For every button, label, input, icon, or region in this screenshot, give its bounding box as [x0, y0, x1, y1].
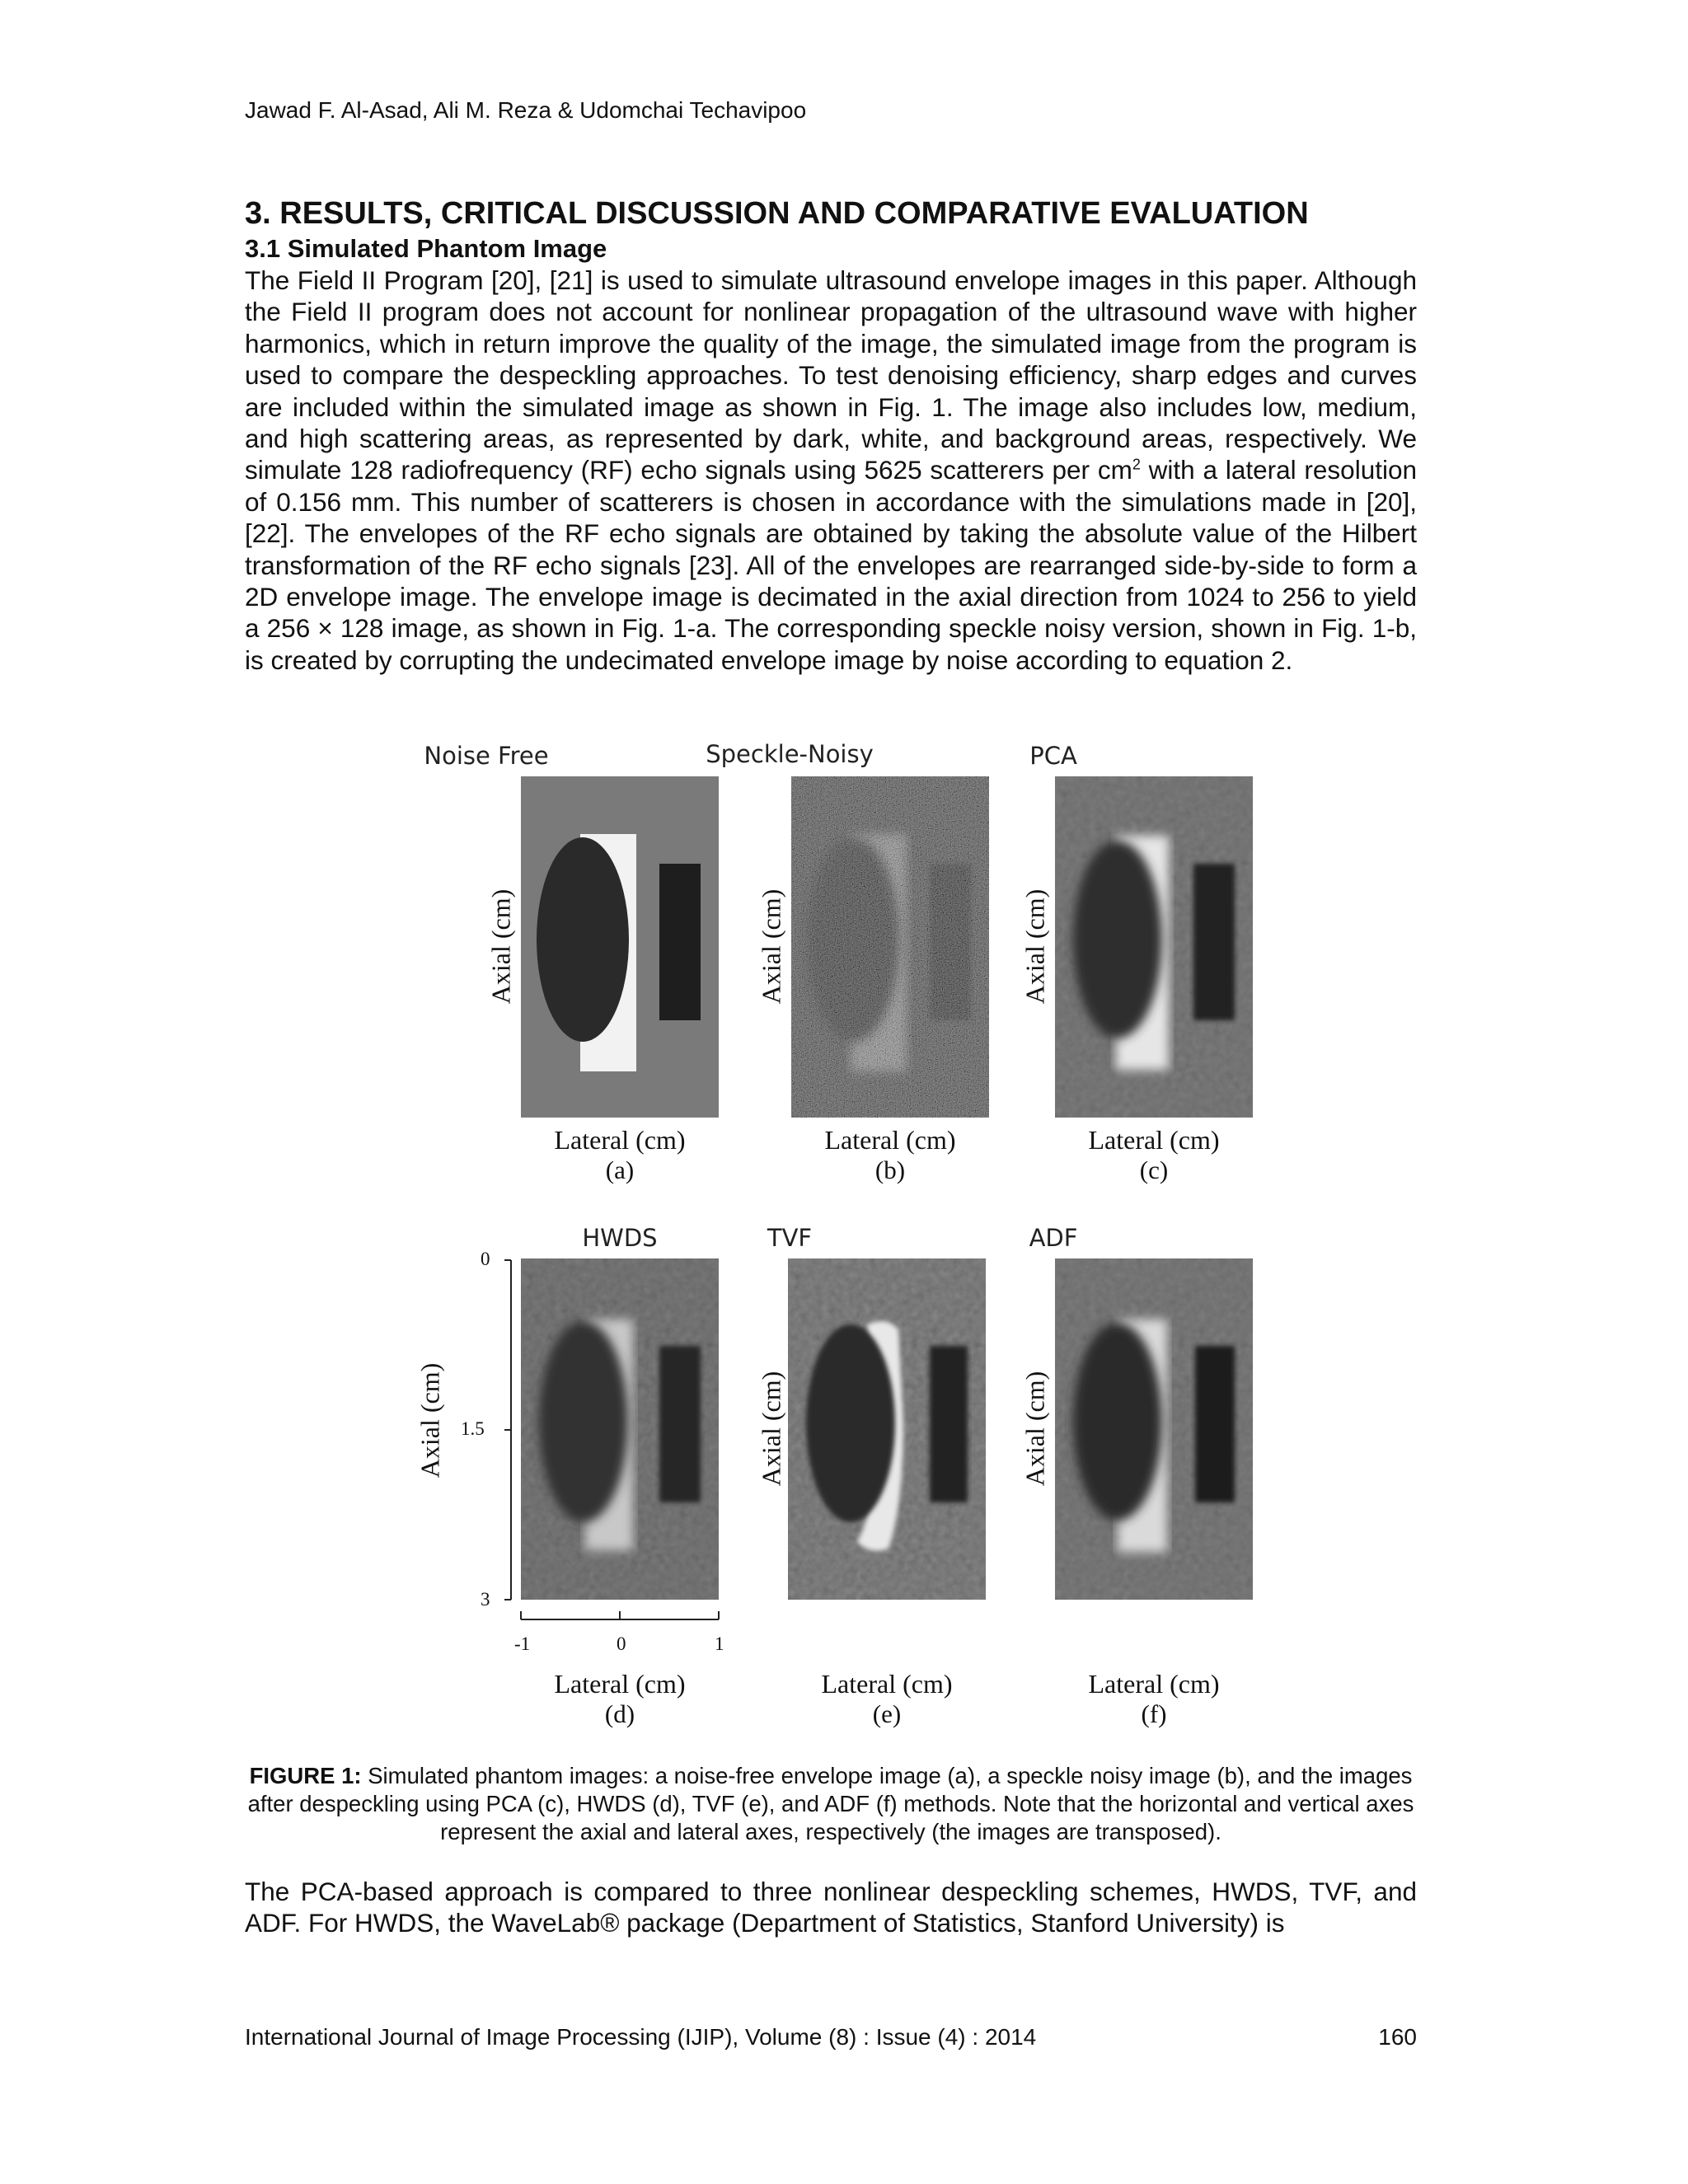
caption-text: Simulated phantom images: a noise-free envelope image (a), a speckle noisy image (b), and the images after despeckling using PCA (c), HWDS (d), TVF (e), and ADF (f) methods. Note that the horizontal and vertical axes represent the axial and lateral axes, respectively (the images are transposed).: [247, 1763, 1414, 1844]
panel-title: PCA: [1029, 742, 1077, 770]
panel-title: TVF: [767, 1224, 813, 1252]
x-axis-label: Lateral (cm): [1088, 1669, 1220, 1699]
x-tick-1: 0: [617, 1633, 626, 1654]
page-number: 160: [1378, 2024, 1417, 2050]
y-axis-label: Axial (cm): [1020, 888, 1050, 1005]
x-axis-label: Lateral (cm): [824, 1125, 956, 1155]
paragraph-2: The PCA-based approach is compared to three nonlinear despeckling schemes, HWDS, TVF, and ADF. For HWDS, the WaveLab® package (Department of Statistics, Stanford University) is: [245, 1877, 1417, 1938]
x-axis-label: Lateral (cm): [554, 1125, 686, 1155]
y-axis-label: Axial (cm): [756, 1371, 786, 1487]
panel-title: Noise Free: [424, 742, 549, 770]
panel-title: Speckle-Noisy: [706, 740, 874, 768]
y-axis-label: Axial (cm): [415, 1362, 445, 1479]
y-axis-label: Axial (cm): [1020, 1371, 1050, 1487]
subfigure-label: (f): [1141, 1699, 1167, 1728]
phantom-image-noise-free: [521, 776, 719, 1118]
phantom-image-adf: [1055, 1258, 1253, 1600]
x-axis-label: Lateral (cm): [1088, 1125, 1220, 1155]
paragraph-1-part-b: with a lateral resolution of 0.156 mm. This number of scatterers is chosen in accordance with the simulations made in [20], [22]. The envelopes of the RF echo signals are obtained by taking the absolute value of the Hilbert transformation of the RF echo signals [23]. All of the envelopes are rearranged side-by-side to form a 2D envelope image. The envelope image is decimated in the axial direction from 1024 to 256 to yield a 256 × 128 image, as shown in Fig. 1-a. The corresponding speckle noisy version, shown in Fig. 1-b, is created by corrupting the undecimated envelope image by noise according to equation 2.: [245, 455, 1418, 675]
running-header: Jawad F. Al-Asad, Ali M. Reza & Udomchai Techavipoo: [245, 97, 807, 123]
phantom-image-speckle-noisy: [791, 776, 989, 1118]
superscript: 2: [1132, 456, 1141, 473]
paragraph-1: [245, 265, 1417, 676]
panel-title: HWDS: [582, 1224, 658, 1252]
paragraph-1-part-a: The Field II Program [20], [21] is used to simulate ultrasound envelope images in this paper. Although the Field II program does not account for nonlinear propagation of the ultrasound wave with higher harmonics, which in return improve the quality of the image, the simulated image from the program is used to compare the despeckling approaches. To test denoising efficiency, sharp edges and curves are included within the simulated image as shown in Fig. 1. The image also includes low, medium, and high scattering areas, as represented by dark, white, and background areas, respectively. We simulate 128 radiofrequency (RF) echo signals using 5625 scatterers per cm: [245, 265, 1417, 485]
phantom-image-pca: [1055, 776, 1253, 1118]
journal-footer: International Journal of Image Processing (IJIP), Volume (8) : Issue (4) : 2014: [245, 2024, 1037, 2050]
x-tick-0: -1: [514, 1633, 531, 1654]
phantom-image-tvf: [788, 1258, 986, 1600]
subfigure-label: (a): [605, 1155, 635, 1184]
section-title: 3. RESULTS, CRITICAL DISCUSSION AND COMPARATIVE EVALUATION: [245, 196, 1309, 231]
y-tick-2: 3: [481, 1589, 490, 1610]
subsection-title: 3.1 Simulated Phantom Image: [245, 234, 607, 263]
figure-1: [396, 733, 1302, 1747]
y-tick-1: 1.5: [461, 1418, 485, 1439]
subfigure-label: (c): [1139, 1155, 1169, 1184]
subfigure-label: (b): [874, 1155, 906, 1184]
x-axis-label: Lateral (cm): [554, 1669, 686, 1699]
y-tick-0: 0: [481, 1249, 490, 1269]
panel-title: ADF: [1029, 1224, 1078, 1252]
subfigure-label: (d): [604, 1699, 635, 1728]
figure-caption: [245, 1762, 1417, 1846]
subfigure-label: (e): [872, 1699, 902, 1728]
x-axis-label: Lateral (cm): [821, 1669, 953, 1699]
y-axis-label: Axial (cm): [756, 888, 786, 1005]
axes-ticks: [445, 1249, 725, 1694]
x-tick-2: 1: [715, 1633, 724, 1654]
caption-label: FIGURE 1:: [249, 1763, 362, 1788]
y-axis-label: Axial (cm): [485, 888, 516, 1005]
